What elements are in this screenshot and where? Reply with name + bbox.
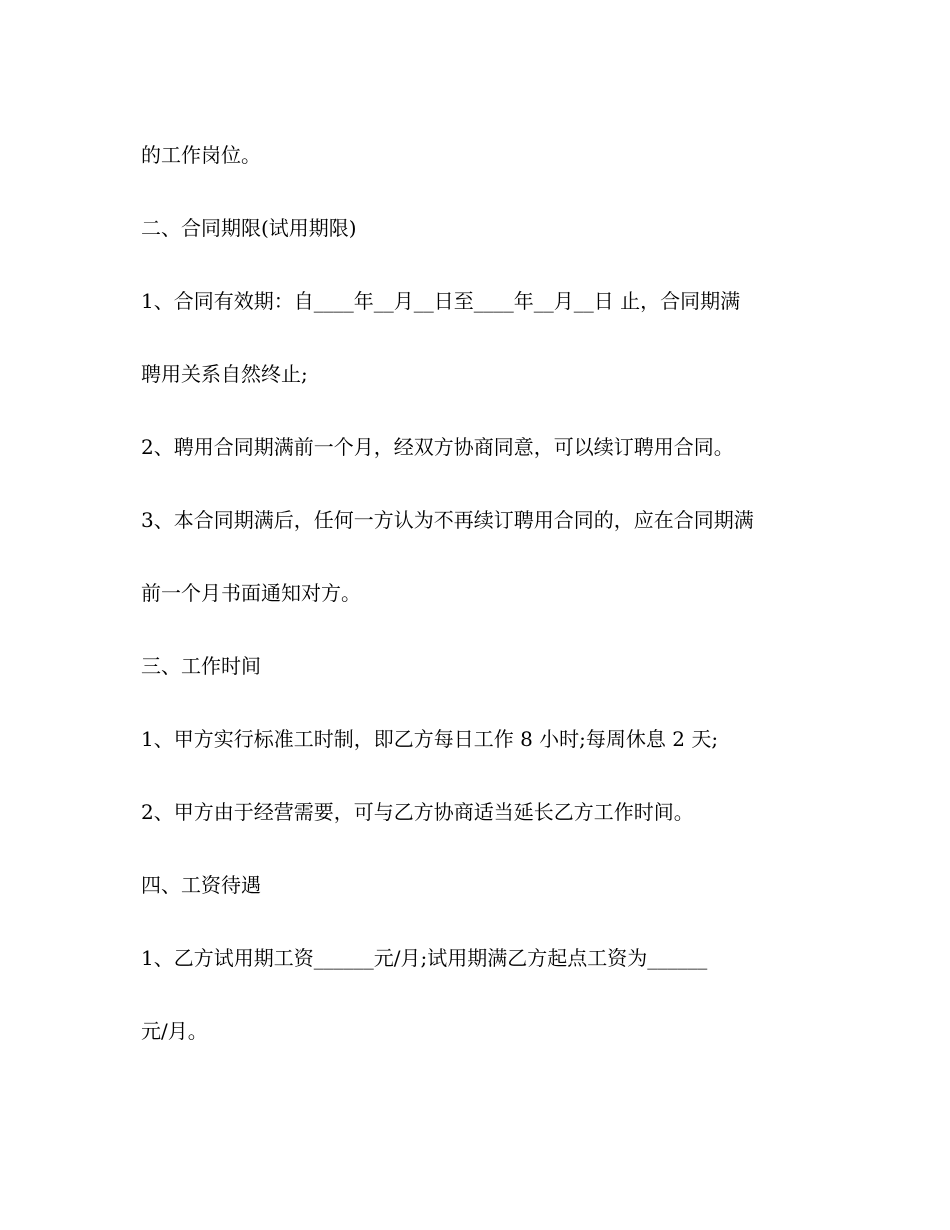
paragraph-line: 聘用关系自然终止; bbox=[141, 362, 308, 386]
paragraph-line: 2、甲方由于经营需要，可与乙方协商适当延长乙方工作时间。 bbox=[141, 800, 694, 824]
paragraph-line: 1、合同有效期：自____年__月__日至____年__月__日 止，合同期满 bbox=[141, 289, 741, 313]
paragraph-line: 1、甲方实行标准工时制，即乙方每日工作 8 小时;每周休息 2 天; bbox=[141, 727, 719, 751]
paragraph-line: 2、聘用合同期满前一个月，经双方协商同意，可以续订聘用合同。 bbox=[141, 435, 734, 459]
paragraph-line: 的工作岗位。 bbox=[141, 143, 261, 167]
paragraph-line: 前一个月书面通知对方。 bbox=[141, 581, 361, 605]
section-heading: 三、工作时间 bbox=[141, 654, 261, 678]
paragraph-line: 1、乙方试用期工资______元/月;试用期满乙方起点工资为______ bbox=[141, 946, 708, 970]
section-heading: 二、合同期限(试用期限) bbox=[141, 216, 357, 240]
section-heading: 四、工资待遇 bbox=[141, 873, 261, 897]
paragraph-line: 3、本合同期满后，任何一方认为不再续订聘用合同的，应在合同期满 bbox=[141, 508, 754, 532]
paragraph-line: 元/月。 bbox=[141, 1019, 208, 1043]
